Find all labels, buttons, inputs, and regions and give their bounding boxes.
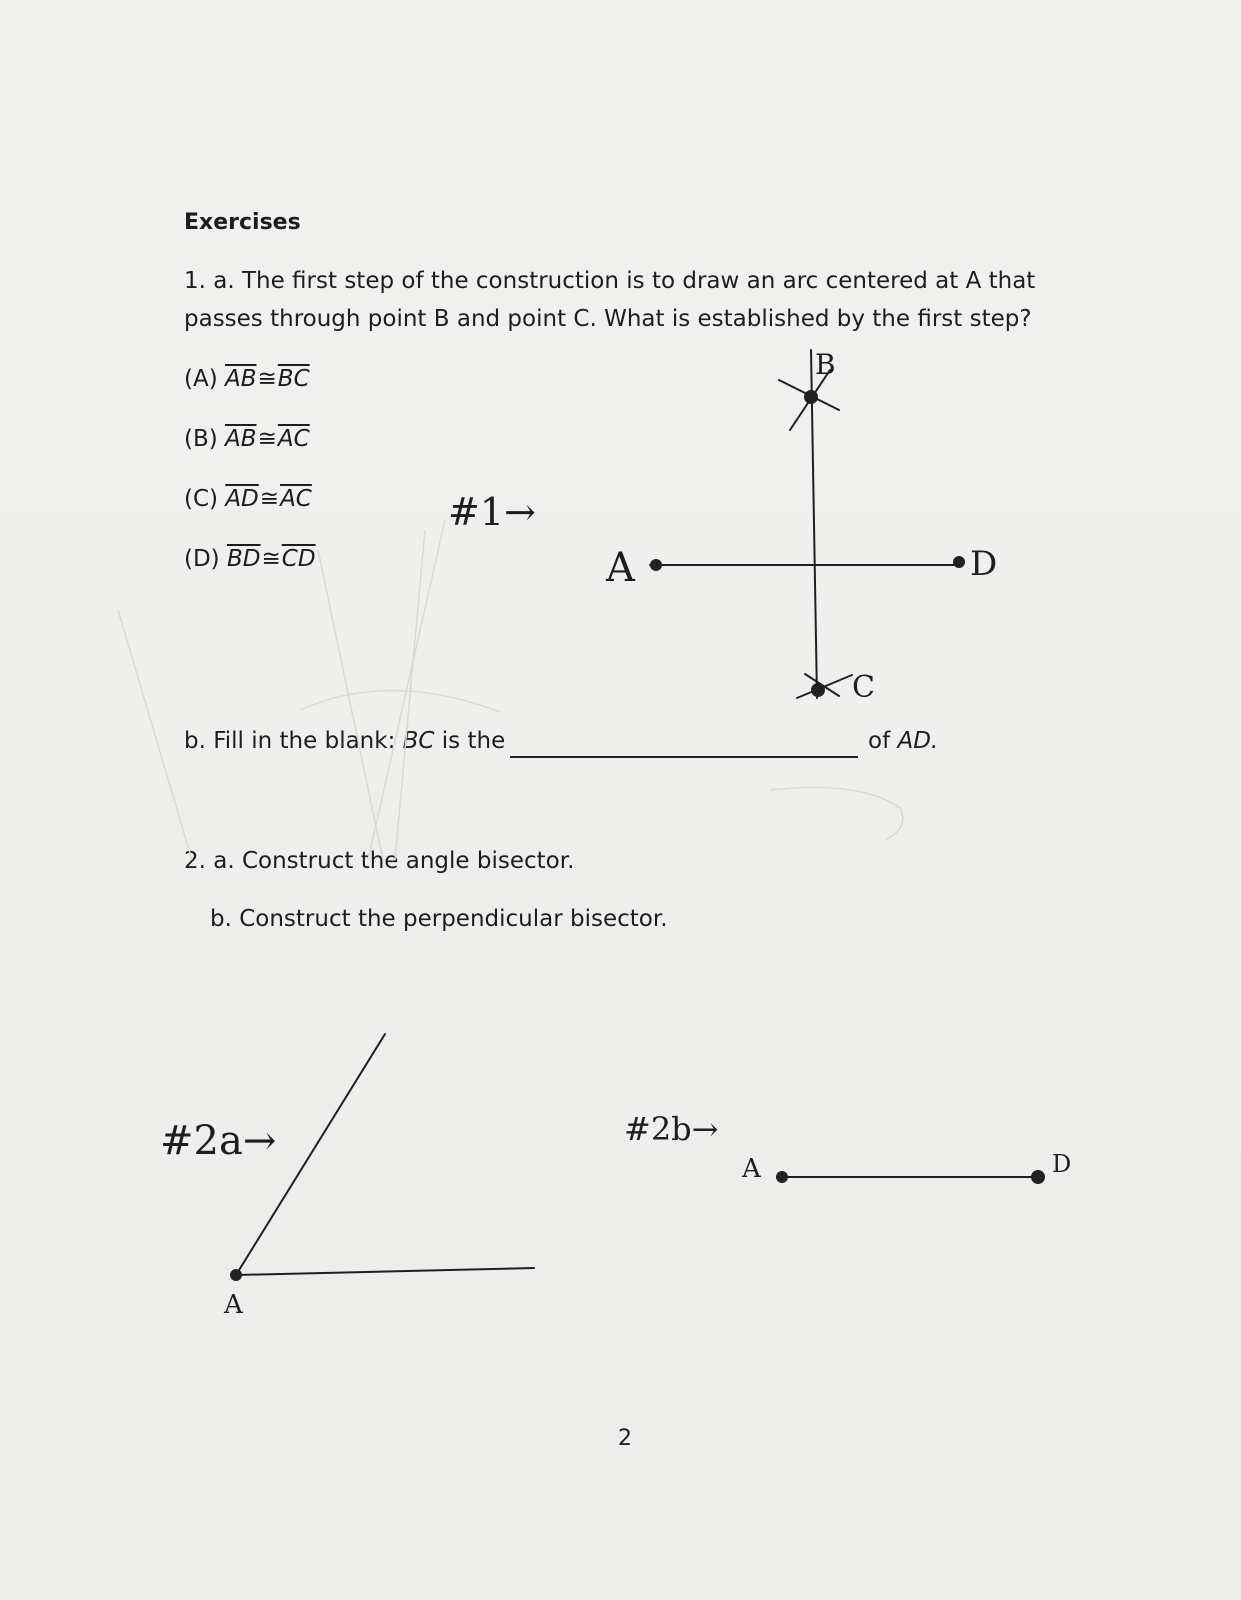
choice-d-right-segment: $\overline{CD}$ (281, 546, 316, 572)
choice-d-label: (D) (184, 546, 220, 572)
handwritten-label-2a: #2a→ (160, 1118, 277, 1164)
question-1b-subject: BC (402, 728, 435, 754)
point-label-d-diagram-2b: D (1052, 1150, 1072, 1178)
handwritten-label-1: #1→ (448, 490, 536, 534)
question-1b-object: AD. (897, 728, 939, 754)
question-2a: 2. a. Construct the angle bisector. (184, 848, 575, 874)
choice-b-relation: ≅ (257, 426, 277, 452)
page-number: 2 (618, 1426, 632, 1451)
choice-a-label: (A) (184, 366, 218, 392)
choice-c-label: (C) (184, 486, 219, 512)
choice-c-right-segment: $\overline{AC}$ (280, 486, 312, 512)
choice-b-right-segment: $\overline{AC}$ (277, 426, 310, 452)
choice-d-left-segment: $\overline{BD}$ (226, 546, 261, 572)
choice-c-relation: ≅ (259, 486, 280, 512)
question-1b-prefix-text: b. Fill in the blank: (184, 728, 396, 754)
point-label-b: B (815, 348, 836, 381)
question-2b: b. Construct the perpendicular bisector. (210, 906, 668, 932)
point-label-a-diagram-2b: A (742, 1154, 761, 1184)
choice-b-label: (B) (184, 426, 218, 452)
choice-b-left-segment: $\overline{AB}$ (225, 426, 257, 452)
choice-a-right-segment: $\overline{BC}$ (277, 366, 310, 392)
point-d-diagram-2b (1031, 1170, 1045, 1184)
choice-c-left-segment: $\overline{AD}$ (225, 486, 259, 512)
point-label-c: C (852, 670, 875, 705)
choice-a-relation: ≅ (257, 366, 277, 392)
question-1a-line-2: passes through point B and point C. What is established by the first step? (184, 306, 1032, 332)
point-label-a-diagram-2a: A (224, 1290, 243, 1320)
point-label-d-diagram-1: D (970, 544, 998, 584)
question-1b-middle: is the (441, 728, 506, 754)
question-1a-line-1: 1. a. The first step of the construction is to draw an arc centered at A that (184, 268, 1036, 294)
choice-a-left-segment: $\overline{AB}$ (225, 366, 257, 392)
point-label-a-diagram-1: A (606, 545, 635, 591)
question-1b-suffix-text: of (868, 728, 891, 754)
handwritten-label-2b: #2b→ (624, 1110, 719, 1148)
exercises-heading: Exercises (184, 210, 301, 235)
point-a-diagram-2b (776, 1171, 788, 1183)
choice-d-relation: ≅ (261, 546, 281, 572)
